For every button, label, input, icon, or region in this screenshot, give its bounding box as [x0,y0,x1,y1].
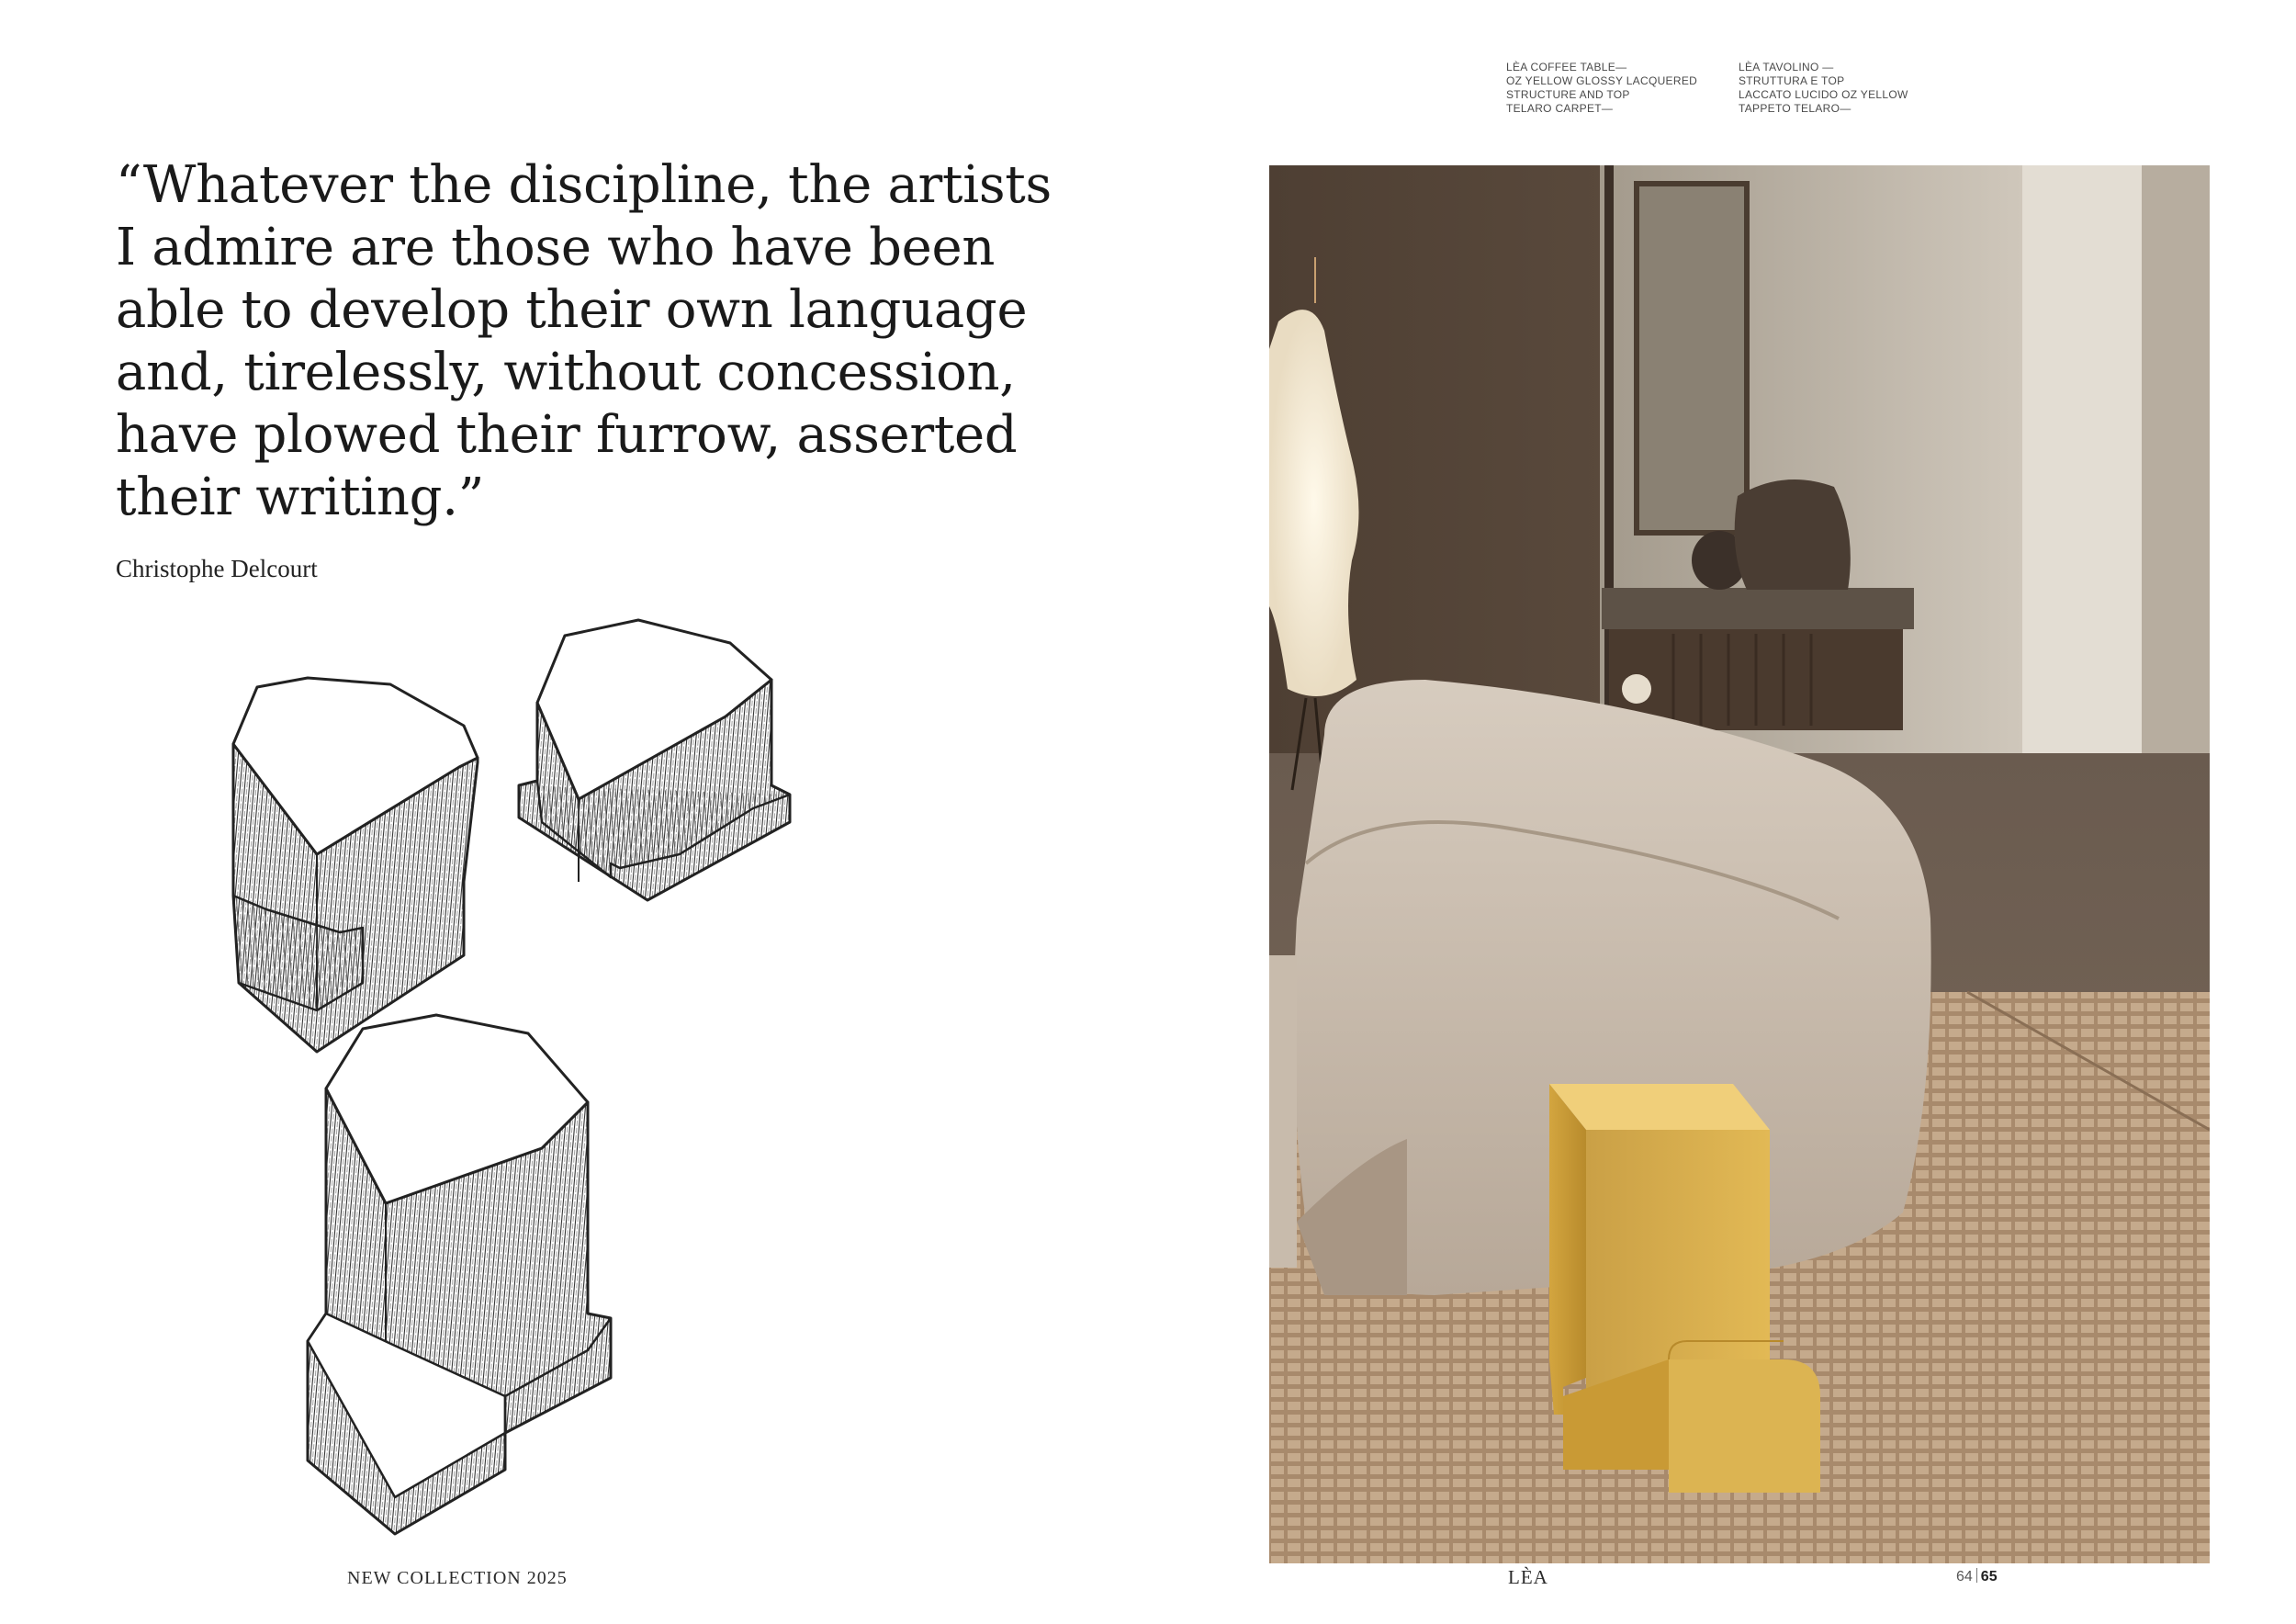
sketch-block-3 [308,1015,611,1534]
caption-line: STRUCTURE AND TOP [1506,88,1630,101]
footer-product-name: LÈA [1508,1566,1548,1588]
product-photo [1269,165,2210,1563]
caption-line: TELARO CARPET— [1506,102,1614,115]
caption-line: LACCATO LUCIDO OZ YELLOW [1739,88,1908,101]
quote-line: have plowed their furrow, asserted [116,405,1018,465]
caption-line: LÈA TAVOLINO — [1739,61,1834,73]
sketch-block-2 [519,620,790,900]
column [2022,165,2142,808]
caption-line: LÈA COFFEE TABLE— [1506,61,1627,73]
quote-line: I admire are those who have been [116,218,996,277]
pull-quote [116,154,1052,529]
quote-line: their writing.” [116,468,485,527]
quote-line: able to develop their own language [116,280,1028,340]
wall-artwork [1637,184,1747,533]
page-number-left: 64 [1956,1569,1973,1585]
caption-line: TAPPETO TELARO— [1739,102,1851,115]
page-number-right: 65 [1980,1569,1998,1585]
sculpture [1735,479,1851,590]
sketch-block-1 [233,678,478,1052]
caption-english [1506,61,1697,116]
quote-author: Christophe Delcourt [116,555,318,582]
caption-line: OZ YELLOW GLOSSY LACQUERED [1506,74,1698,87]
pencil-sketch-illustration [202,579,845,1552]
caption-line: STRUTTURA E TOP [1739,74,1845,87]
caption-italian [1739,61,1908,116]
page-numbers [1956,1568,1998,1585]
quote-line: “Whatever the discipline, the artists [116,155,1052,215]
page-separator [1976,1568,1977,1583]
quote-line: and, tirelessly, without concession, [116,343,1016,402]
footer-collection: NEW COLLECTION 2025 [347,1568,568,1588]
